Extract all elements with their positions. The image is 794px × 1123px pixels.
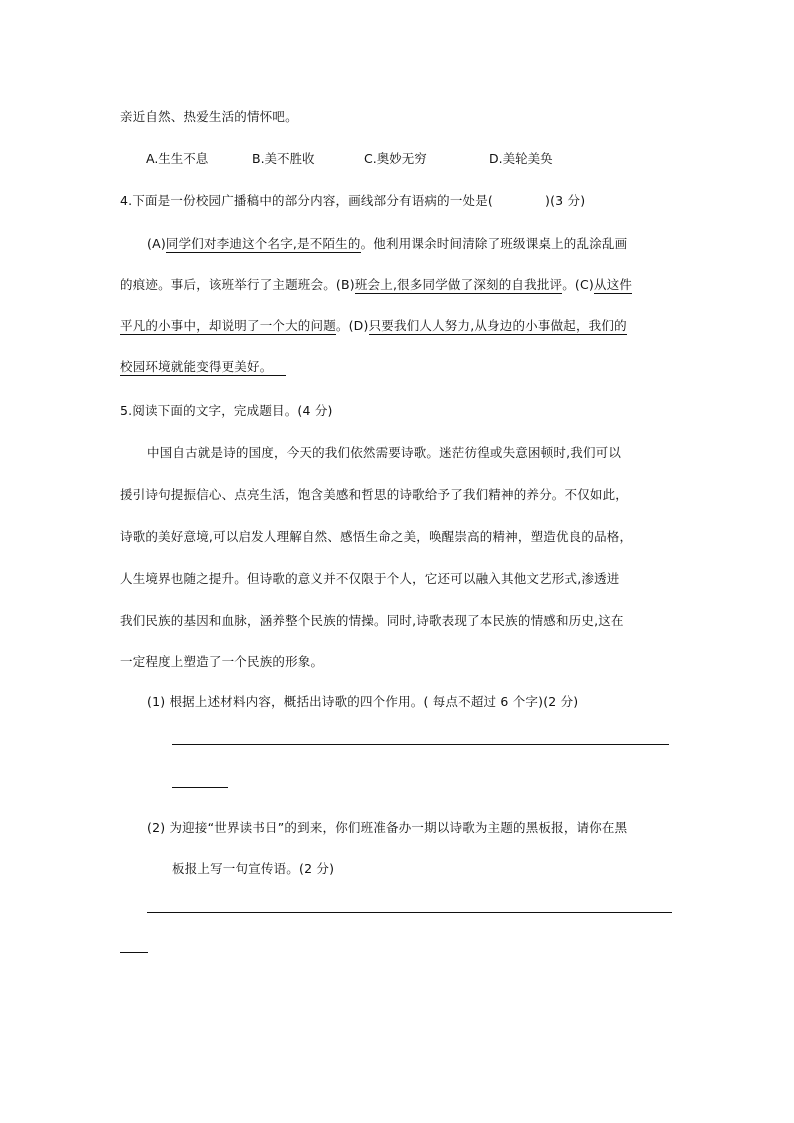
q5-passage-line: 诗歌的美好意境,可以启发人理解自然、感悟生命之美，唤醒崇高的精神，塑造优良的品格， [120,529,633,544]
q4-passage-line-3 [120,316,627,334]
q4-passage-line-2 [120,275,632,293]
q5-sub2-answer-line[interactable] [120,952,148,953]
q5-sub2-answer-line[interactable] [147,912,672,913]
q3-tail-text: 亲近自然、热爱生活的情怀吧。 [120,109,298,124]
q3-option-c: C.奥妙无穷 [364,151,427,166]
q4-tag-a: (A) [147,236,166,251]
q5-sub2-prompt: (2) 为迎接“世界读书日”的到来，你们班准备办一期以诗歌为主题的黑板报，请你在黑 [147,820,628,835]
q4-text: 。他利用课余时间清除了班级课桌上的乱涂乱画 [360,236,628,251]
q5-sub1-answer-line[interactable] [172,787,228,788]
q5-passage-line: 我们民族的基因和血脉，涵养整个民族的情操。同时,诗歌表现了本民族的情感和历史,这在 [120,613,624,628]
q5-passage-line: 援引诗句提振信心、点亮生活，饱含美感和哲思的诗歌给予了我们精神的养分。不仅如此， [120,487,629,502]
q3-option-a: A.生生不息 [146,151,209,166]
q4-underline-d: 只要我们人人努力,从身边的小事做起，我们的 [368,318,627,333]
q4-text: 的痕迹。事后，该班举行了主题班会。(B) [120,277,355,292]
q4-stem-text: 4.下面是一份校园广播稿中的部分内容，画线部分有语病的一处是( [120,193,494,208]
q5-stem: 5.阅读下面的文字，完成题目。(4 分) [120,403,333,418]
q4-underline-c: 平凡的小事中，却说明了一个大的问题 [120,318,336,333]
q4-underline-a: 同学们对李迪这个名字,是不陌生的 [165,236,361,251]
q4-underline-d: 校园环境就能变得更美好。 [120,359,286,376]
q5-sub1-answer-line[interactable] [172,744,669,745]
q4-text: 。(D) [335,318,369,333]
q4-text: 。(C) [562,277,595,292]
q5-passage-line: 人生境界也随之提升。但诗歌的意义并不仅限于个人，它还可以融入其他文艺形式,渗透进 [120,571,620,586]
q5-sub2-prompt: 板报上写一句宣传语。(2 分) [172,861,335,876]
q5-passage-line: 中国自古就是诗的国度，今天的我们依然需要诗歌。迷茫彷徨或失意困顿时,我们可以 [147,445,622,460]
q5-passage-line: 一定程度上塑造了一个民族的形象。 [120,654,324,669]
q4-underline-b: 班会上,很多同学做了深刻的自我批评 [354,277,563,292]
q4-stem [120,191,585,209]
q4-stem-score: )(3 分) [545,193,586,208]
q3-option-d: D.美轮美奂 [489,151,553,166]
q4-passage-line-4 [120,357,286,375]
q4-underline-c: 从这件 [594,277,633,292]
q4-passage-line-1 [147,234,627,252]
q3-option-b: B.美不胜收 [252,151,315,166]
q5-sub1-prompt: (1) 根据上述材料内容，概括出诗歌的四个作用。( 每点不超过 6 个字)(2 分) [147,694,579,709]
